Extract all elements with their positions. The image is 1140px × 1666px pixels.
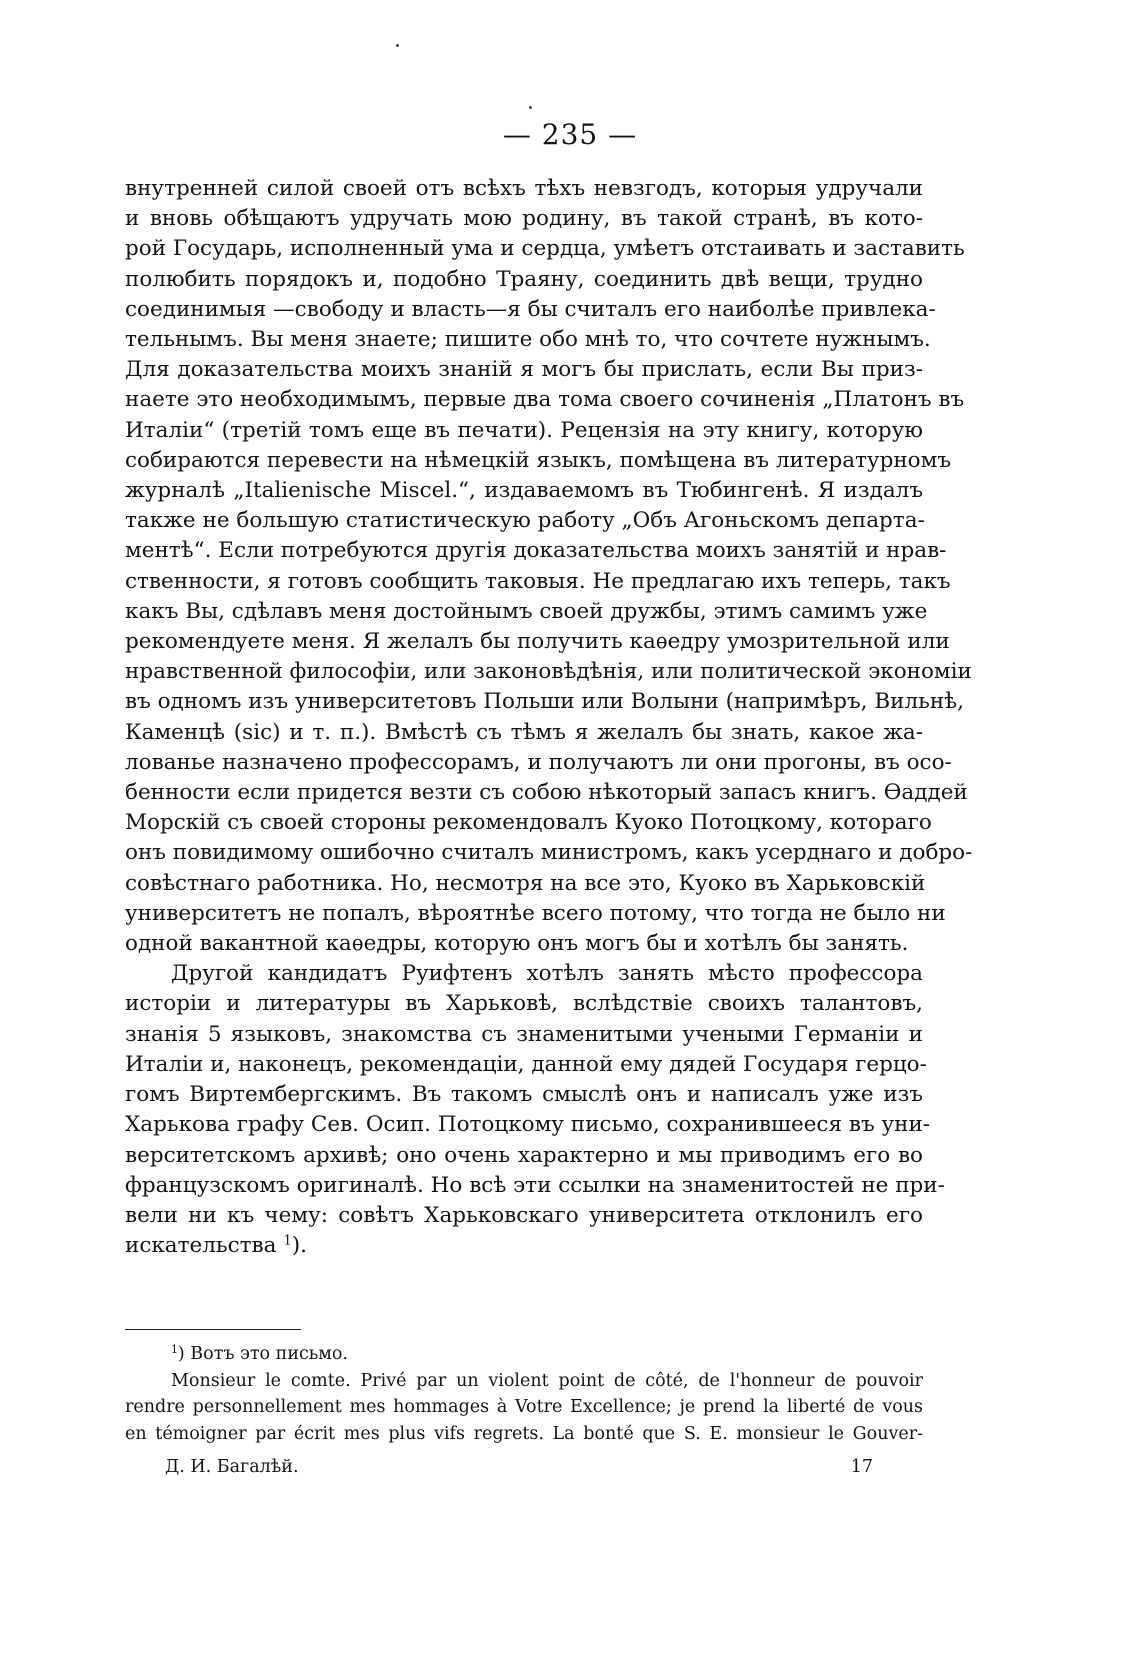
paragraph-2 [125, 959, 945, 1231]
footnotes [125, 1341, 923, 1447]
text-line: и вновь обѣщаютъ удручать мою родину, въ такой странѣ, въ кото- [125, 206, 923, 232]
text-line: en témoigner par écrit mes plus vifs regrets. La bonté que S. E. monsieur le Gouver- [125, 1423, 923, 1444]
text-line: вели ни къ чему: совѣтъ Харьковскаго университета отклонилъ его [125, 1202, 923, 1228]
text-line: тельнымъ. Вы меня знаете; пишите обо мнѣ то, что сочтете нужнымъ. [125, 327, 931, 353]
text-line: какъ Вы, сдѣлавъ меня достойнымъ своей дружбы, этимъ самимъ уже [125, 598, 928, 624]
signature-line [165, 1457, 873, 1477]
body-text [125, 174, 973, 1261]
text-line: наете это необходимымъ, первые два тома своего сочиненія „Платонъ въ [125, 387, 965, 413]
text-line: Каменцѣ (sic) и т. п.). Вмѣстѣ съ тѣмъ я желалъ бы знать, какое жа- [125, 719, 923, 745]
text-line: Для доказательства моихъ знаній я могъ бы прислать, если Вы приз- [125, 357, 923, 383]
text-line: совѣстнаго работника. Но, несмотря на все это, Куоко въ Харьковскій [125, 870, 926, 896]
text-line: Италіи“ (третій томъ еще въ печати). Рецензія на эту книгу, которую [125, 417, 923, 443]
text-line: Италіи и, наконецъ, рекомендаціи, данной ему дядей Государя герцо- [125, 1051, 927, 1077]
text-line: Monsieur le comte. Privé par un violent point de côté, de l'honneur de pouvoir [171, 1370, 923, 1391]
paragraph-2-final-line [125, 1231, 923, 1261]
footnote-label-text: ) Вотъ это письмо. [177, 1344, 349, 1364]
text-line: также не большую статистическую работу „Объ Агоньскомъ департа- [125, 508, 925, 534]
paragraph-1 [125, 174, 973, 959]
text-line: журналѣ „Italienische Miscel.“, издаваемомъ въ Тюбингенѣ. Я издалъ [125, 478, 923, 504]
text-line: внутренней силой своей отъ всѣхъ тѣхъ невзгодъ, которыя удручали [125, 176, 923, 201]
footnote-text [125, 1368, 923, 1448]
author-signature: Д. И. Багалѣй. [165, 1457, 299, 1477]
text-line: Харькова графу Сев. Осип. Потоцкому письмо, сохранившееся въ уни- [125, 1112, 931, 1138]
sheet-number: 17 [850, 1457, 873, 1477]
text-line: собираются перевести на нѣмецкій языкъ, помѣщена въ литературномъ [125, 447, 952, 473]
text-line: одной вакантной каѳедры, которую онъ могъ бы и хотѣлъ бы занять. [125, 931, 909, 957]
text-line: рекомендуете меня. Я желалъ бы получить каѳедру умозрительной или [125, 629, 950, 655]
text-line: ментѣ“. Если потребуются другія доказательства моихъ занятій и нрав- [125, 538, 947, 564]
text-line: Другой кандидатъ Руифтенъ хотѣлъ занять мѣсто профессора [171, 961, 923, 987]
text-line: гомъ Виртембергскимъ. Въ такомъ смыслѣ онъ и написалъ уже изъ [125, 1082, 923, 1108]
footnote-reference[interactable]: 1 [283, 1233, 292, 1249]
text-line: исторіи и литературы въ Харьковѣ, вслѣдствіе своихъ талантовъ, [125, 991, 923, 1017]
text-line: соединимыя —свободу и власть—я бы считалъ его наиболѣе привлека- [125, 296, 936, 322]
footnote-divider [125, 1329, 301, 1330]
final-line-text: искательства [125, 1233, 277, 1259]
final-line-close: ). [291, 1233, 308, 1259]
text-line: рой Государь, исполненный ума и сердца, умѣетъ отстаивать и заставить [125, 236, 965, 262]
text-line: бенности если придется везти съ собою нѣкоторый запасъ книгъ. Ѳаддей [125, 780, 968, 806]
text-line: французскомъ оригиналѣ. Но всѣ эти ссылки на знаменитостей не при- [125, 1172, 945, 1198]
text-line: онъ повидимому ошибочно считалъ министромъ, какъ усерднаго и добро- [125, 840, 973, 866]
text-line: лованье назначено профессорамъ, и получаютъ ли они прогоны, въ осо- [125, 749, 952, 775]
footnote-marker: 1 [171, 1343, 178, 1357]
text-line: университетъ не попалъ, вѣроятнѣе всего потому, что тогда не было ни [125, 900, 946, 926]
text-line: полюбить порядокъ и, подобно Траяну, соединить двѣ вещи, трудно [125, 266, 923, 292]
print-speck [396, 44, 399, 47]
text-line: нравственной философіи, или законовѣдѣнія, или политической экономіи [125, 659, 972, 685]
text-line: Морскій съ своей стороны рекомендовалъ Куоко Потоцкому, котораго [125, 810, 932, 836]
text-line: знанія 5 языковъ, знакомства съ знаменитыми учеными Германіи и [125, 1021, 923, 1047]
footnote-label [125, 1341, 923, 1368]
page-number: — 235 — [502, 118, 638, 151]
text-line: въ одномъ изъ университетовъ Польши или Волыни (напримѣръ, Вильнѣ, [125, 689, 964, 715]
print-speck [529, 106, 532, 109]
text-line: rendre personnellement mes hommages à Votre Excellence; je prend la liberté de vous [125, 1397, 923, 1417]
text-line: верситетскомъ архивѣ; оно очень характерно и мы приводимъ его во [125, 1142, 923, 1168]
text-line: ственности, я готовъ сообщить таковыя. Не предлагаю ихъ теперь, такъ [125, 568, 951, 594]
